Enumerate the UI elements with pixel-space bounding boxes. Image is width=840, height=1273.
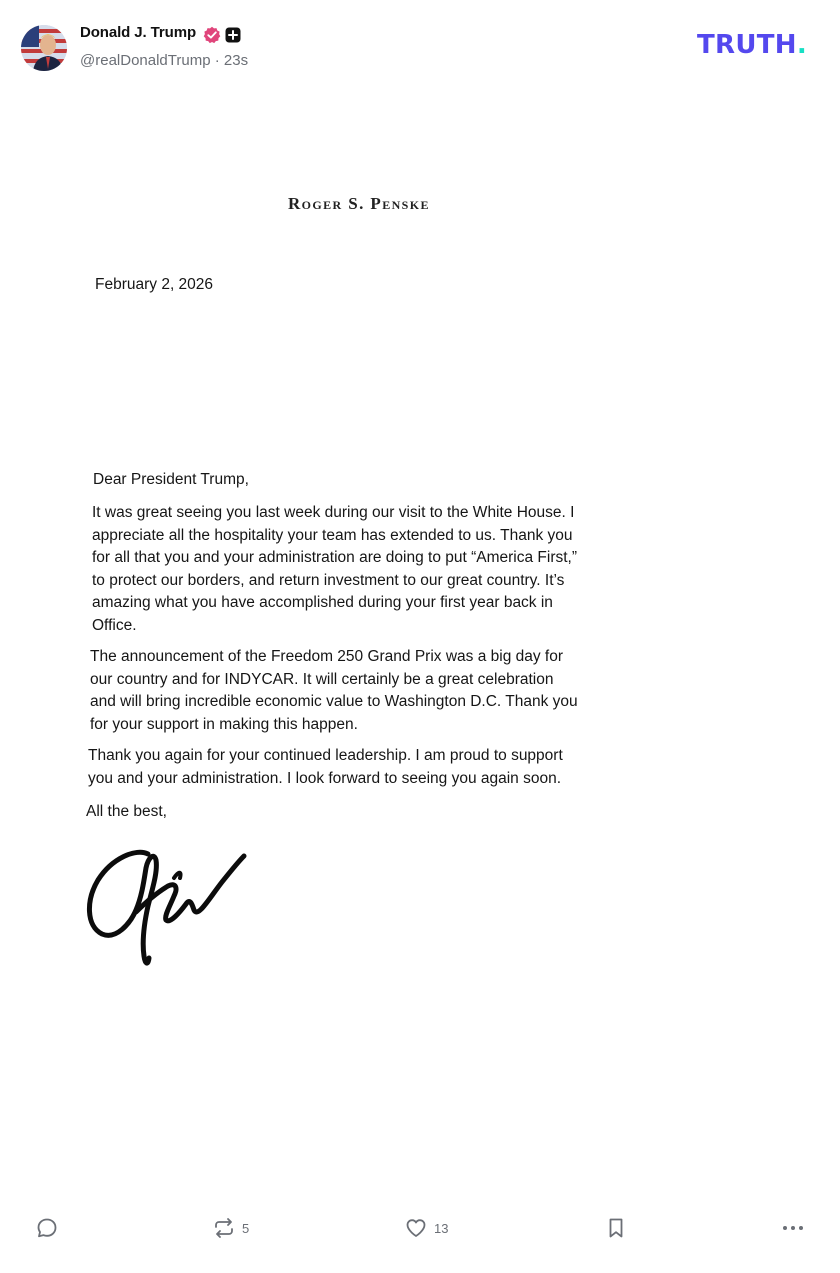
bookmark-button[interactable] (604, 1214, 628, 1242)
repost-button[interactable] (212, 1214, 249, 1242)
letter-line: amazing what you have accomplished during your first year back in (92, 594, 553, 611)
reply-button[interactable] (35, 1214, 59, 1242)
letter-line: Thank you again for your continued leadership. I am proud to support (88, 747, 563, 764)
letter-line: Office. (92, 616, 137, 634)
truth-wordmark-dot: . (796, 30, 808, 60)
truth-logo[interactable] (697, 32, 807, 58)
more-dots-icon (780, 1216, 806, 1240)
time-separator: · (210, 52, 224, 69)
like-button[interactable] (404, 1214, 448, 1242)
plus-badge-icon (225, 27, 241, 43)
more-options-button[interactable] (780, 1214, 806, 1242)
author-display-name[interactable]: Donald J. Trump (80, 24, 197, 41)
letter-closing: All the best, (86, 803, 167, 820)
letter-line: and will bring incredible economic value to Washington D.C. Thank you (90, 693, 578, 710)
repost-icon (212, 1216, 236, 1240)
letter-line: our country and for INDYCAR. It will certainly be a great celebration (90, 670, 554, 688)
letter-image[interactable] (78, 180, 638, 1000)
letter-line: It was great seeing you last week during our visit to the White House. I (92, 504, 575, 521)
letter-line: to protect our borders, and return investment to our great country. It’s (92, 571, 565, 589)
letter-paragraph (88, 745, 563, 790)
comment-icon (35, 1216, 59, 1240)
avatar-image (21, 25, 67, 71)
author-handle[interactable]: @realDonaldTrump (80, 52, 211, 69)
author-avatar[interactable] (21, 25, 67, 71)
like-count: 13 (434, 1220, 449, 1236)
letter-line: appreciate all the hospitality your team has extended to us. Thank you (92, 526, 573, 544)
letter-salutation: Dear President Trump, (93, 471, 249, 488)
letter-date: February 2, 2026 (95, 276, 214, 293)
letter-line: for all that you and your administration are doing to put “America First,” (92, 549, 578, 566)
letter-line: The announcement of the Freedom 250 Grand Prix was a big day for (90, 648, 564, 665)
letter-paragraph (90, 646, 578, 736)
bookmark-icon (604, 1216, 628, 1240)
heart-icon (404, 1216, 428, 1240)
letter-line: you and your administration. I look forward to seeing you again soon. (88, 769, 562, 787)
letter-paragraph (92, 502, 577, 637)
letterhead: Roger S. Penske (288, 194, 430, 213)
letter-line: for your support in making this happen. (90, 715, 358, 733)
author-handle-line (80, 52, 248, 69)
post-age[interactable]: 23s (223, 52, 249, 69)
truth-wordmark: TRUTH (697, 30, 797, 60)
repost-count: 5 (242, 1220, 250, 1236)
verified-badge-icon (203, 26, 221, 44)
handwritten-signature (82, 838, 252, 976)
